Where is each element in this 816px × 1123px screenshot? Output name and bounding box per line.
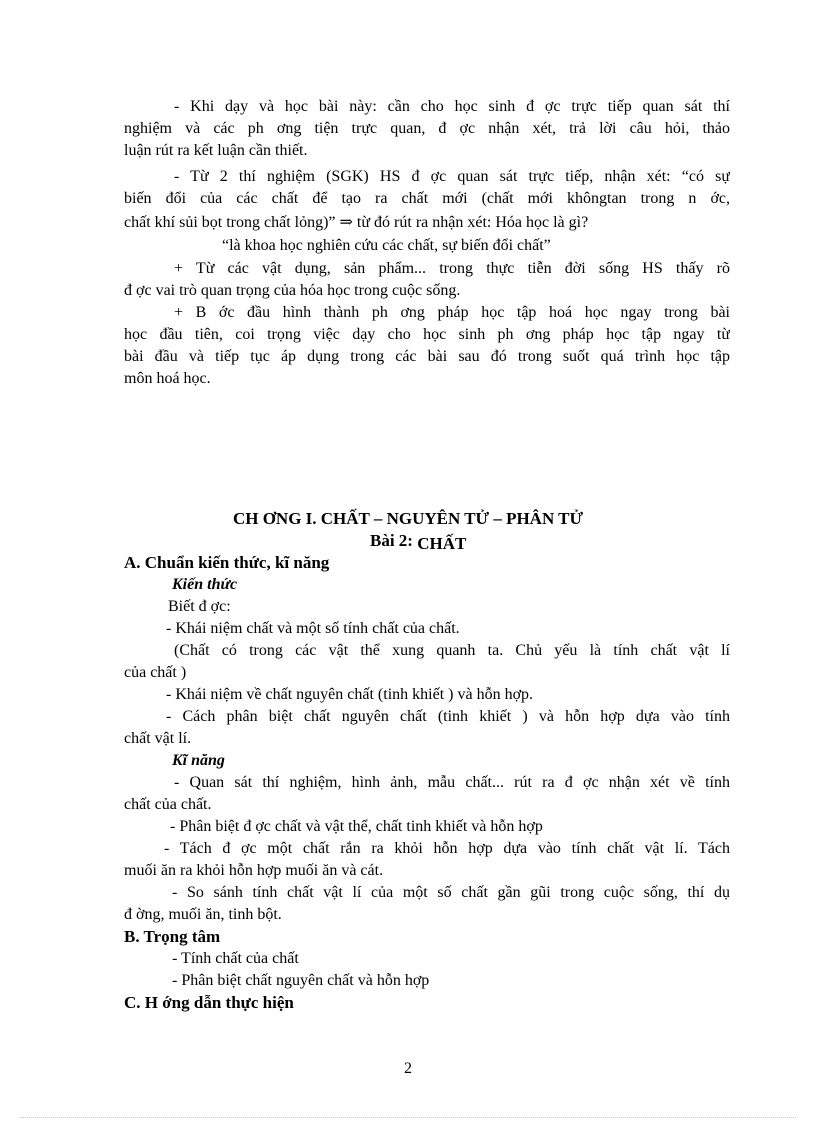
intro-p2-line2: biến đổi của các chất để tạo ra chất mới (chất mới khôngtan trong n ớc, (124, 190, 730, 207)
knowledge-note-line2: của chất ) (124, 664, 187, 681)
skill-item-3-line1: - Tách đ ợc một chất rắn ra khỏi hỗn hợp dựa vào tính chất vật lí. Tách (164, 840, 730, 857)
skills-heading: Kĩ năng (172, 752, 225, 769)
skill-item-4-line2: đ ờng, muối ăn, tinh bột. (124, 906, 282, 923)
intro-p1-line2: nghiệm và các ph ơng tiện trực quan, đ ợc nhận xét, trả lời câu hỏi, thảo (124, 120, 730, 137)
knowledge-item-3-line1: - Cách phân biệt chất nguyên chất (tinh khiết ) và hỗn hợp dựa vào tính (166, 708, 730, 725)
knowledge-item-3-line2: chất vật lí. (124, 730, 192, 747)
intro-p1-line3: luận rút ra kết luận cần thiết. (124, 142, 308, 159)
skill-item-2: - Phân biệt đ ợc chất và vật thể, chất tinh khiết và hỗn hợp (170, 818, 543, 835)
focus-item-2: - Phân biệt chất nguyên chất và hỗn hợp (172, 972, 430, 989)
intro-p3-line2: đ ợc vai trò quan trọng của hóa học trong cuộc sống. (124, 282, 461, 299)
intro-p2-line3-before: chất khí sủi bọt trong chất lỏng)” (124, 214, 336, 231)
intro-p4-line3: bài đầu và tiếp tục áp dụng trong các bài sau đó trong suốt quá trình học tập (124, 348, 730, 365)
section-c-heading: C. H ớng dẫn thực hiện (124, 993, 294, 1012)
intro-p2-line1: - Từ 2 thí nghiệm (SGK) HS đ ợc quan sát trực tiếp, nhận xét: “có sự (174, 168, 730, 185)
intro-p3-line1: + Từ các vật dụng, sản phẩm... trong thực tiễn đời sống HS thấy rõ (174, 260, 730, 277)
lesson-title (370, 530, 466, 552)
chapter-title: CH ƠNG I. CHẤT – NGUYÊN TỬ – PHÂN TỬ (232, 509, 584, 528)
intro-p2-line3-after: từ đó rút ra nhận xét: Hóa học là gì? (356, 214, 589, 231)
know-intro: Biết đ ợc: (168, 598, 231, 615)
knowledge-note-line1: (Chất có trong các vật thể xung quanh ta. Chủ yếu là tính chất vật lí (174, 642, 730, 659)
skill-item-1-line1: - Quan sát thí nghiệm, hình ảnh, mẫu chất... rút ra đ ợc nhận xét về tính (174, 774, 730, 791)
intro-p2-line3 (124, 212, 588, 234)
knowledge-heading: Kiến thức (172, 576, 238, 593)
page-number: 2 (404, 1060, 412, 1077)
page-bottom-divider (20, 1117, 796, 1118)
skill-item-4-line1: - So sánh tính chất vật lí của một số chất gần gũi trong cuộc sống, thí dụ (172, 884, 730, 901)
lesson-label: Bài 2: (370, 531, 413, 550)
intro-p4-line1: + B ớc đầu hình thành ph ơng pháp học tập hoá học ngay trong bài (174, 304, 730, 321)
skill-item-1-line2: chất của chất. (124, 796, 212, 813)
lesson-name: CHẤT (417, 534, 467, 553)
implies-arrow-icon: ⇒ (339, 214, 353, 231)
focus-item-1: - Tính chất của chất (172, 950, 299, 967)
definition-quote: “là khoa học nghiên cứu các chất, sự biến đổi chất” (222, 237, 551, 254)
intro-p1-line1: - Khi dạy và học bài này: cần cho học sinh đ ợc trực tiếp quan sát thí (174, 98, 730, 115)
intro-p4-line4: môn hoá học. (124, 370, 211, 387)
knowledge-item-2: - Khái niệm về chất nguyên chất (tinh khiết ) và hỗn hợp. (166, 686, 534, 703)
knowledge-item-1: - Khái niệm chất và một số tính chất của chất. (166, 620, 460, 637)
skill-item-3-line2: muối ăn ra khỏi hỗn hợp muối ăn và cát. (124, 862, 384, 879)
intro-p4-line2: học đầu tiên, coi trọng việc dạy cho học sinh ph ơng pháp học tập ngay từ (124, 326, 730, 343)
section-a-heading: A. Chuẩn kiến thức, kĩ năng (124, 553, 330, 572)
section-b-heading: B. Trọng tâm (124, 927, 221, 946)
